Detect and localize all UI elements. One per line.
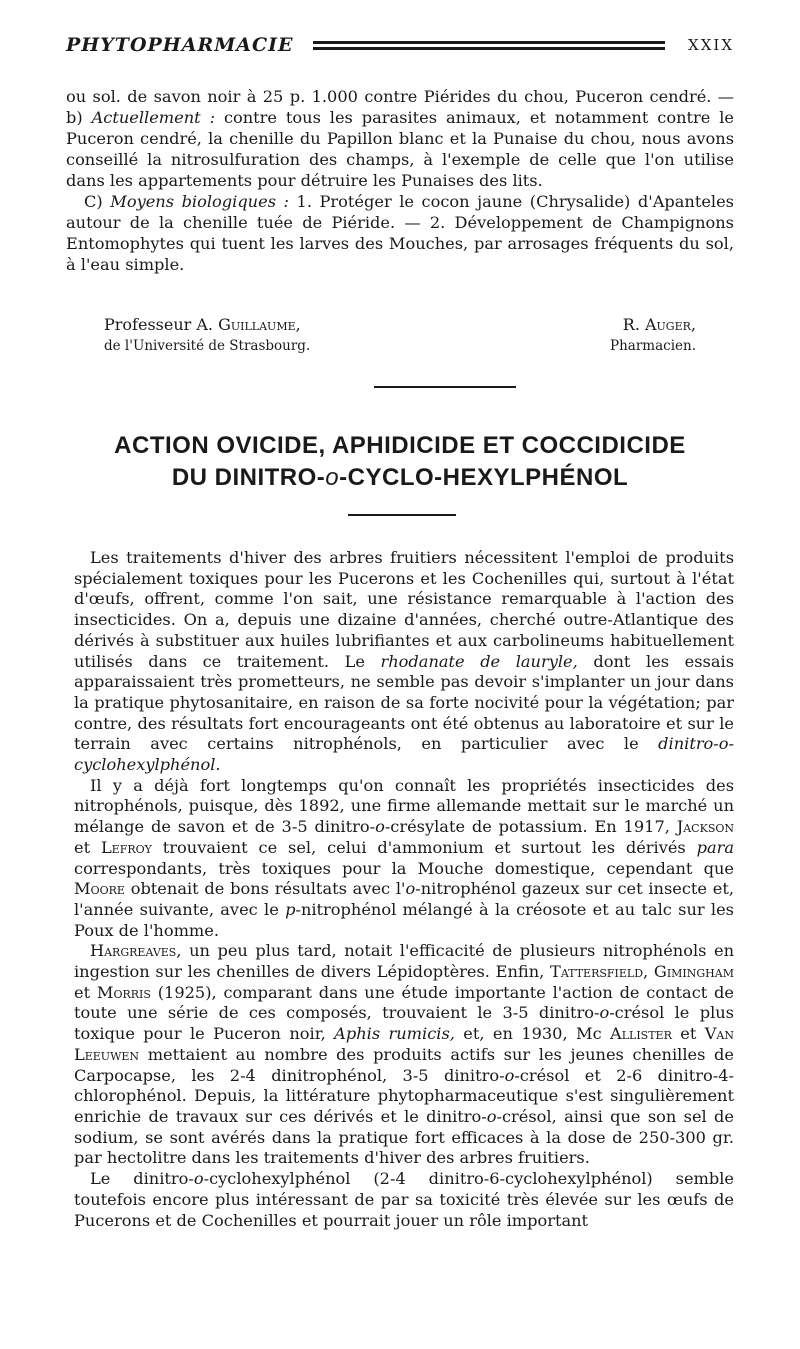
signature-name	[496, 314, 696, 336]
text-italic: o	[325, 464, 340, 491]
page-number: XXIX	[688, 36, 734, 54]
text: 1. Protéger le cocon jaune (Chrysalide) d'Apanteles autour de la chenille tuée de Piéride. — 2. Développement de Champignons Entomophytes qui tuent les larves des Mouches, par arrosages fréquents du sol, à l'eau simple.	[66, 192, 734, 274]
text: Il y a déjà fort longtemps qu'on connaît les propriétés insecticides des nitrophénols, puisque, dès 1892, une firme allemande mettait sur le marché un mélange de savon et de 3-5 dinitro-	[74, 775, 734, 837]
paragraph	[66, 191, 734, 275]
signature-right	[496, 314, 696, 356]
text: -crésol, ainsi que son sel de sodium, se sont avérés dans la pratique fort efficaces à la dose de 250-300 gr. par hectolitre dans les traitements d'hiver des arbres fruitiers.	[74, 1106, 734, 1168]
text: et, en 1930, Mc	[454, 1024, 611, 1044]
author-name: Moore	[74, 879, 125, 899]
text-small-caps: Auger,	[644, 315, 696, 334]
text-italic: Actuellement :	[91, 108, 216, 127]
running-head	[66, 34, 734, 60]
text-italic: dinitro-o-cyclohexylphénol.	[74, 734, 734, 775]
text: dont les essais apparaissaient très prometteurs, ne semble pas devoir s'implanter un jour dans la pratique phytosanitaire, en raison de sa forte nocivité pour la végétation; par contre, des résultats fort encourageants ont été obtenus au laboratoire et sur le terrain avec certains nitrophénols, en particulier avec le	[74, 651, 734, 754]
text: Les traitements d'hiver des arbres fruitiers nécessitent l'emploi de produits spécialement toxiques pour les Pucerons et les Cochenilles qui, surtout à l'état d'œufs, offrent, comme l'on sait, une résistance remarquable à l'action des insecticides. On a, depuis une dizaine d'années, cherché outre-Atlantique des dérivés à substituer aux huiles lubrifiantes et aux carbolineums habituellement utilisés dans ce traitement. Le	[74, 548, 734, 671]
text-italic: o	[375, 817, 385, 837]
author-name: Morris	[96, 982, 151, 1002]
text: correspondants, très toxiques pour la Mouche domestique, cependant que	[74, 858, 734, 878]
text: -CYCLO-HEXYLPHÉNOL	[339, 464, 629, 491]
paragraph	[74, 941, 734, 1169]
text: et	[74, 837, 101, 857]
title-divider	[348, 514, 456, 516]
text: et	[671, 1024, 705, 1044]
text: ,	[643, 962, 654, 982]
text: -crésylate de potassium. En 1917,	[384, 817, 677, 837]
signature-affiliation: de l'Université de Strasbourg.	[104, 338, 311, 354]
signature-name	[104, 314, 434, 336]
title-line: ACTION OVICIDE, APHIDICIDE ET COCCIDICIDE	[114, 432, 686, 459]
text-italic: o	[599, 1003, 610, 1023]
signature-left	[104, 314, 434, 356]
text-small-caps: Guillaume,	[218, 315, 301, 334]
paragraph	[74, 1169, 734, 1231]
text: -nitrophénol mélangé à la créosote et au talc sur les Poux de l'homme.	[74, 899, 734, 940]
text: contre tous les parasites animaux, et notamment contre le Puceron cendré, la chenille du Papillon blanc et la Punaise du chou, nous avons conseillé la nitrosulfuration des champs, à l'exemple de celle que l'on utilise dans les appartements pour détruire les Punaises des lits.	[66, 108, 734, 190]
text-italic: o	[486, 1106, 497, 1126]
text-italic: Moyens biologiques :	[110, 192, 289, 211]
author-name: Jackson	[676, 817, 734, 837]
author-name: Van Leeuwen	[74, 1024, 734, 1064]
text-italic: o	[504, 1065, 515, 1085]
author-name: Lefroy	[100, 837, 152, 857]
text: trouvaient ce sel, celui d'ammonium et surtout les dérivés	[151, 837, 697, 857]
paragraph	[74, 776, 734, 942]
title-line	[66, 462, 734, 494]
text-italic: o	[193, 1169, 204, 1189]
text: et	[74, 982, 97, 1002]
author-name: Tattersfield	[550, 962, 644, 982]
text: obtenait de bons résultats avec l'	[124, 879, 406, 899]
text: -crésol et 2-6 dinitro-4-chlorophénol. Depuis, la littérature phytopharmaceutique s'est singulièrement enrichie de travaux sur ces dérivés et le dinitro-	[74, 1065, 735, 1126]
text: -cyclohexylphénol (2-4 dinitro-6-cyclohexylphénol) semble toutefois encore plus intéressant de par sa toxicité très élevée sur les œufs de Pucerons et de Cochenilles et pourrait jouer un rôle important	[74, 1169, 735, 1230]
text: -crésol le plus toxique pour le Puceron noir,	[74, 1003, 734, 1044]
text-italic: p	[285, 899, 296, 919]
article-body	[74, 548, 734, 1231]
article-title	[66, 430, 734, 494]
text: mettaient au nombre des produits actifs sur les jeunes chenilles de Carpocapse, les 2-4 dinitrophénol, 3-5 dinitro-	[74, 1044, 734, 1085]
text-italic: rhodanate de lauryle,	[380, 651, 578, 671]
signature-affiliation: Pharmacien.	[610, 338, 696, 354]
text-italic: para	[696, 837, 734, 857]
text: DU DINITRO-	[171, 464, 326, 491]
text-italic: Aphis rumicis,	[334, 1024, 455, 1044]
author-name: Gimingham	[653, 962, 734, 982]
text-italic: o	[405, 879, 416, 899]
section-divider	[374, 386, 516, 388]
text: Professeur A.	[104, 315, 219, 334]
text: C)	[84, 192, 111, 211]
paragraph	[74, 548, 734, 776]
running-head-title: PHYTOPHARMACIE	[66, 34, 294, 56]
text: R.	[622, 315, 645, 334]
text: Le dinitro-	[90, 1169, 194, 1189]
paragraph	[66, 86, 734, 191]
running-head-rule	[313, 41, 665, 51]
author-name: Hargreaves	[90, 941, 177, 961]
text: , un peu plus tard, notait l'efficacité de plusieurs nitrophénols en ingestion sur les chenilles de divers Lépidoptères. Enfin,	[74, 941, 734, 982]
previous-article-tail	[66, 86, 734, 275]
text: (1925), comparant dans une étude importante l'action de contact de toute une série de ces composés, trouvaient le 3-5 dinitro-	[74, 982, 734, 1023]
text: ou sol. de savon noir à 25 p. 1.000 contre Piérides du chou, Puceron cendré. — b)	[66, 87, 734, 127]
text: -nitrophénol gazeux sur cet insecte et, l'année suivante, avec le	[74, 879, 734, 919]
author-name: Allister	[610, 1024, 672, 1044]
